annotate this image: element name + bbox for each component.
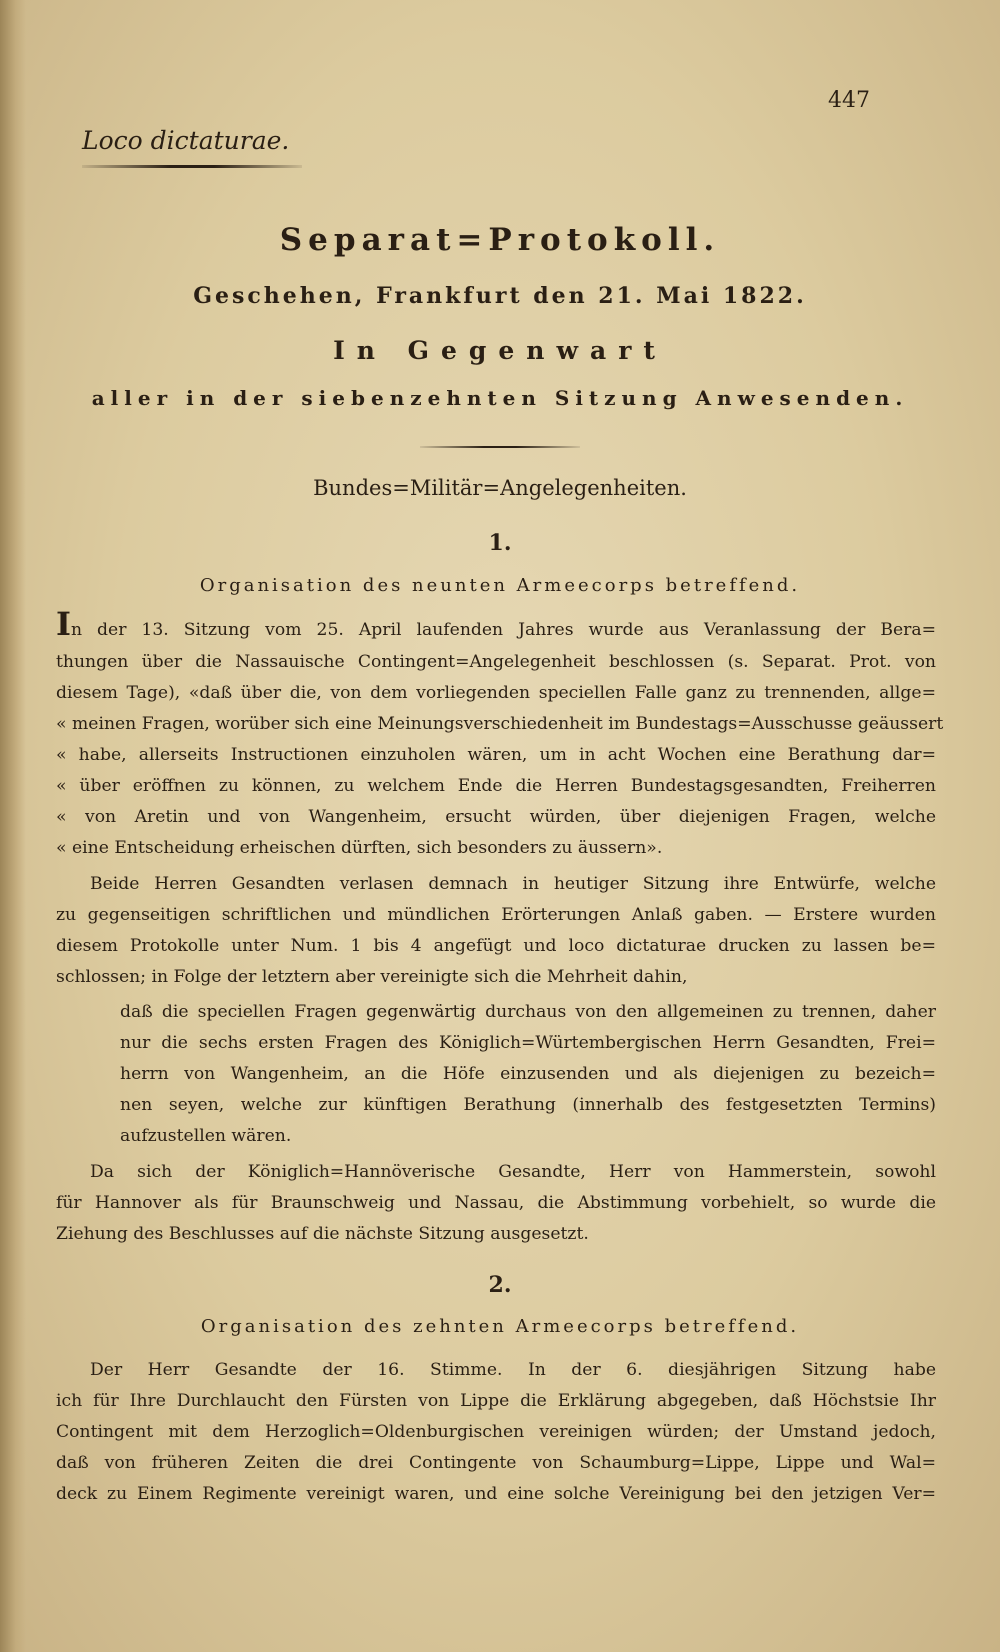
body-line: zu gegenseitigen schriftlichen und mündlichen Erörterungen Anlaß gaben. — Erstere wurden (56, 905, 936, 925)
body-line: In der 13. Sitzung vom 25. April laufenden Jahres wurde aus Veranlassung der Bera= (56, 605, 936, 643)
item-heading: Organisation des neunten Armeecorps betreffend. (199, 575, 801, 596)
body-line: « über eröffnen zu können, zu welchem Ende die Herren Bundestagsgesandten, Freiherren (56, 776, 936, 796)
body-line: Ziehung des Beschlusses auf die nächste Sitzung ausgesetzt. (56, 1224, 589, 1244)
body-line: diesem Protokolle unter Num. 1 bis 4 angefügt und loco dictaturae drucken zu lassen be= (56, 936, 936, 956)
body-line: aufzustellen wären. (120, 1126, 292, 1146)
item-number: 2. (488, 1272, 512, 1298)
body-line: Beide Herren Gesandten verlasen demnach in heutiger Sitzung ihre Entwürfe, welche (90, 874, 936, 894)
head-rule (82, 165, 302, 168)
body-line: « von Aretin und von Wangenheim, ersucht würden, über diejenigen Fragen, welche (56, 807, 936, 827)
protocol-date-line: Geschehen, Frankfurt den 21. Mai 1822. (193, 283, 807, 309)
presence-heading: In Gegenwart (333, 336, 667, 365)
center-rule (420, 446, 580, 448)
item-heading: Organisation des zehnten Armeecorps betreffend. (200, 1316, 800, 1337)
body-line: Contingent mit dem Herzoglich=Oldenburgischen vereinigen würden; der Umstand jedoch, (56, 1422, 936, 1442)
body-line: nur die sechs ersten Fragen des Königlich=Würtembergischen Herrn Gesandten, Frei= (120, 1033, 936, 1053)
item-number: 1. (488, 530, 512, 556)
body-line: « meinen Fragen, worüber sich eine Meinungsverschiedenheit im Bundestags=Ausschusse geäussert (56, 714, 944, 734)
protocol-title: Separat=Protokoll. (279, 222, 721, 258)
body-line: herrn von Wangenheim, an die Höfe einzusenden und als diejenigen zu bezeich= (120, 1064, 936, 1084)
body-line: schlossen; in Folge der letztern aber vereinigte sich die Mehrheit dahin, (56, 967, 688, 987)
presence-subline: aller in der siebenzehnten Sitzung Anwesenden. (91, 386, 909, 410)
body-line: daß von früheren Zeiten die drei Contingente von Schaumburg=Lippe, Lippe und Wal= (56, 1453, 936, 1473)
body-line: thungen über die Nassauische Contingent=Angelegenheit beschlossen (s. Separat. Prot. von (56, 652, 936, 672)
body-line: deck zu Einem Regimente vereinigt waren, und eine solche Vereinigung bei den jetzigen Ver= (56, 1484, 936, 1504)
body-line: diesem Tage), «daß über die, von dem vorliegenden speciellen Falle ganz zu trennenden, allge= (56, 683, 936, 703)
body-line: nen seyen, welche zur künftigen Berathung (innerhalb des festgesetzten Termins) (120, 1095, 936, 1115)
running-head: Loco dictaturae. (82, 126, 290, 155)
body-line: « habe, allerseits Instructionen einzuholen wären, um in acht Wochen eine Berathung dar= (56, 745, 936, 765)
body-line: ich für Ihre Durchlaucht den Fürsten von Lippe die Erklärung abgegeben, daß Höchstsie Ihr (56, 1391, 936, 1411)
body-line: daß die speciellen Fragen gegenwärtig durchaus von den allgemeinen zu trennen, daher (120, 1002, 936, 1022)
page-number: 447 (828, 88, 870, 113)
section-heading: Bundes=Militär=Angelegenheiten. (313, 476, 687, 500)
body-line: Da sich der Königlich=Hannöverische Gesandte, Herr von Hammerstein, sowohl (90, 1162, 936, 1182)
body-line: für Hannover als für Braunschweig und Nassau, die Abstimmung vorbehielt, so wurde die (56, 1193, 936, 1213)
body-line: Der Herr Gesandte der 16. Stimme. In der 6. diesjährigen Sitzung habe (90, 1360, 936, 1380)
body-line: « eine Entscheidung erheischen dürften, sich besonders zu äussern». (56, 838, 663, 858)
drop-cap: I (56, 605, 71, 643)
